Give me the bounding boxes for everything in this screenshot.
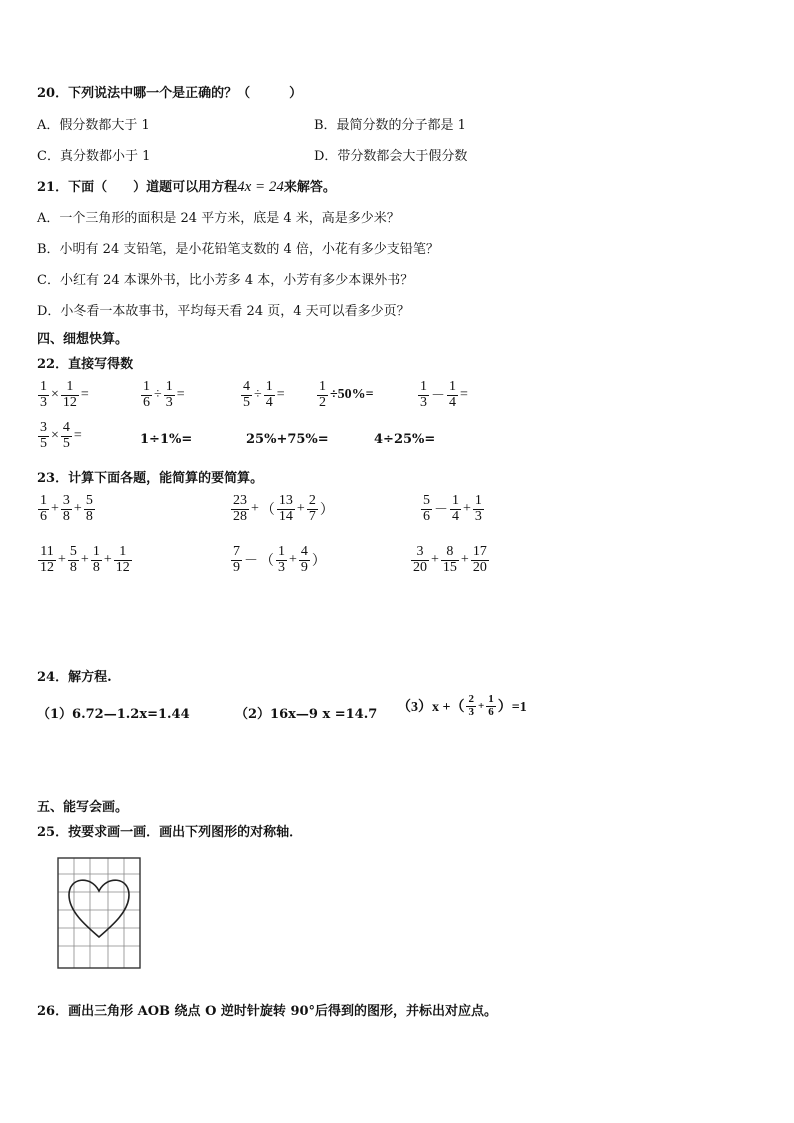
q21-option-c: C．小红有 24 本课外书，比小芳多 4 本，小芳有多少本课外书？ <box>37 273 414 288</box>
q21-stem-after: 来解答。 <box>283 180 336 195</box>
q24-part-3: （3）x +（ $\frac{2}{3}$ + $\frac{1}{6}$ ）=1 <box>397 693 527 718</box>
q23-expr-4: $\frac{11}{12}$ + $\frac{5}{8}$ + $\frac{1}{8}$ + $\frac{1}{12}$ <box>40 544 130 575</box>
q21-option-a: A．一个三角形的面积是 24 平方米，底是 4 米，高是多少米？ <box>37 211 400 226</box>
q26-stem: 26．画出三角形 AOB 绕点 O 逆时针旋转 90°后得到的图形，并标出对应点。 <box>37 1004 498 1019</box>
heart-shape <box>69 880 129 937</box>
section-5-heading: 五、能写会画。 <box>37 800 129 815</box>
q21-stem-before: 21．下面（ ）道题可以用方程 <box>37 180 238 195</box>
q20-option-b: B．最简分数的分子都是 1 <box>314 118 466 133</box>
q23-expr-3: $\frac{5}{6}$ － $\frac{1}{4}$ + $\frac{1}{3}$ <box>423 493 482 524</box>
q22-stem: 22．直接写得数 <box>37 357 134 372</box>
q21-option-b: B．小明有 24 支铅笔，是小花铅笔支数的 4 倍，小花有多少支铅笔？ <box>37 242 439 257</box>
q22-item-6: $\frac{3}{5}$ × $\frac{4}{5}$ = <box>40 420 82 451</box>
q22-item-2: $\frac{1}{6}$ ÷ $\frac{1}{3}$ = <box>143 379 185 410</box>
q22-item-8: 25%+75%= <box>246 432 329 447</box>
q22-item-5: $\frac{1}{3}$ － $\frac{1}{4}$ = <box>420 379 468 410</box>
q25-stem: 25．按要求画一画．画出下列图形的对称轴． <box>37 825 303 840</box>
heart-grid-figure <box>55 855 143 972</box>
q20-option-a: A．假分数都大于 1 <box>37 118 150 133</box>
q24-stem: 24．解方程. <box>37 670 112 685</box>
q22-item-1: $\frac{1}{3}$ × $\frac{1}{12}$ = <box>40 379 89 410</box>
q20-option-d: D．带分数都会大于假分数 <box>314 149 468 164</box>
q22-item-3: $\frac{4}{5}$ ÷ $\frac{1}{4}$ = <box>243 379 285 410</box>
q22-item-7: 1÷1%= <box>140 432 193 447</box>
q23-expr-5: $\frac{7}{9}$ － （ $\frac{1}{3}$ + $\frac{4}{9}$ ） <box>233 544 326 575</box>
q20-option-c: C．真分数都小于 1 <box>37 149 151 164</box>
q21-stem <box>37 176 336 196</box>
q21-equation: 4x = 24 <box>237 179 284 195</box>
q24-part-2: （2）16x—9 x =14.7 <box>235 707 378 722</box>
q21-option-d: D．小冬看一本故事书，平均每天看 24 页，4 天可以看多少页？ <box>37 304 410 319</box>
section-4-heading: 四、细想快算。 <box>37 332 129 347</box>
q20-stem: 20．下列说法中哪一个是正确的？（ ） <box>37 86 303 101</box>
q22-item-9: 4÷25%= <box>374 432 436 447</box>
q23-expr-2: $\frac{23}{28}$ + （ $\frac{13}{14}$ + $\frac{2}{7}$ ） <box>233 493 334 524</box>
q23-stem: 23．计算下面各题，能简算的要简算。 <box>37 471 264 486</box>
q24-part-1: （1）6.72—1.2x=1.44 <box>37 707 190 722</box>
q23-expr-1: $\frac{1}{6}$ + $\frac{3}{8}$ + $\frac{5}{8}$ <box>40 493 93 524</box>
q22-item-4: $\frac{1}{2}$ ÷50%= <box>319 379 374 410</box>
q23-expr-6: $\frac{3}{20}$ + $\frac{8}{15}$ + $\frac{17}{20}$ <box>413 544 487 575</box>
